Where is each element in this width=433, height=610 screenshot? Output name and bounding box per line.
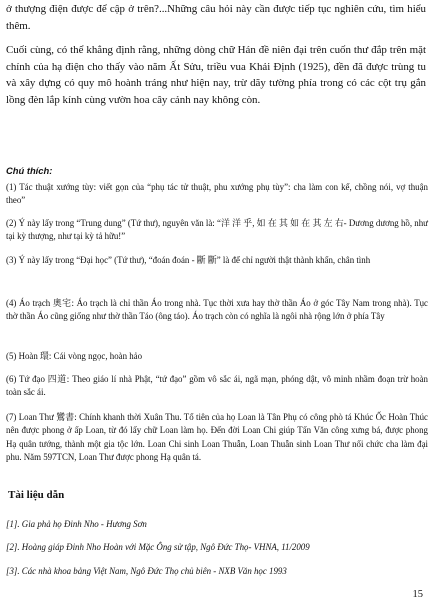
note-6: (6) Tứ đạo 四道: Theo giáo lí nhà Phật, “tứ đạo” gồm vô sắc ái, ngã mạn, phóng dật, vô minh nhầm đoạn trừ hoàn toàn sắc ái.	[6, 374, 428, 398]
note-2: (2) Ý này lấy trong “Trung dung” (Tứ thư), nguyên văn là: “洋 洋 乎, 如 在 其 如 在 其 左 右- Dương dương hồ, như tại kỳ thượng, như tại kỳ tả hữu!”	[6, 218, 428, 242]
reference-2: [2]. Hoàng giáp Đinh Nho Hoàn với Mặc Ông sử tập, Ngô Đức Thọ- VHNA, 11/2009	[6, 542, 310, 552]
note-3: (3) Ý này lấy trong “Đại học” (Tứ thư), “đoán đoán - 斷 斷” là để chỉ người thật thành khẩn, chân tình	[6, 255, 371, 265]
notes-title: Chú thích:	[6, 165, 53, 176]
conclusion-paragraph: Cuối cùng, có thể khẳng định rằng, những dòng chữ Hán đề niên đại trên cuốn thư đắp trên mặt chính của hạ điện cho thấy vào năm Ất Sửu, triều vua Khải Định (1925), đền đã được trùng tu và xây dựng có quy mô hoành tráng như hiện nay, trừ dãy tường phía trong có các cột trụ gắn lồng đèn lắp kính cùng vườn hoa cây cảnh nay không còn.	[6, 44, 426, 106]
page-number: 15	[412, 589, 423, 600]
note-1: (1) Tác thuật xướng tùy: viết gọn của “phụ tác tử thuật, phu xướng phụ tùy”: cha làm con kể, chồng nói, vợ thuận theo”	[6, 182, 428, 206]
note-5: (5) Hoàn 環: Cái vòng ngọc, hoàn hảo	[6, 351, 143, 361]
reference-1: [1]. Gia phả họ Đinh Nho - Hương Sơn	[6, 519, 147, 529]
reference-3: [3]. Các nhà khoa bảng Việt Nam, Ngô Đức Thọ chủ biên - NXB Văn học 1993	[6, 566, 287, 576]
intro-paragraph: ở thượng điện được để cập ở trên?...Những câu hỏi này cần được tiếp tục nghiên cứu, tìm hiểu thêm.	[6, 3, 426, 32]
references-title: Tài liệu dẫn	[8, 489, 65, 501]
note-4: (4) Áo trạch 奧宅: Áo trạch là chỉ thần Áo trong nhà. Tục thời xưa hay thờ thần Áo ở góc Tây Nam trong nhà). Tục thờ thần Áo cũng giống như thờ thần Táo (ông táo). Áo trạch còn có nghĩa là ngôi nhà rộng lớn ở phía Tây	[6, 298, 428, 322]
note-7: (7) Loan Thư 鸞書: Chính khanh thời Xuân Thu. Tổ tiên của họ Loan là Tân Phụ có công phò tá Khúc Ốc Hoàn Thúc nên được phong ở ấp Loan, từ đó lấy chữ Loan làm họ. Đến đời Loan Chi giúp Tấn Văn công xưng bá, được phong Hạ quân tướng, thành một gia tộc lớn. Loan Chi sinh Loan Thuẫn, Loan Thuẫn sinh Loan Thư nối chức cha làm đại phu. Năm 597TCN, Loan Thư được phong Hạ quân tá.	[6, 412, 428, 463]
